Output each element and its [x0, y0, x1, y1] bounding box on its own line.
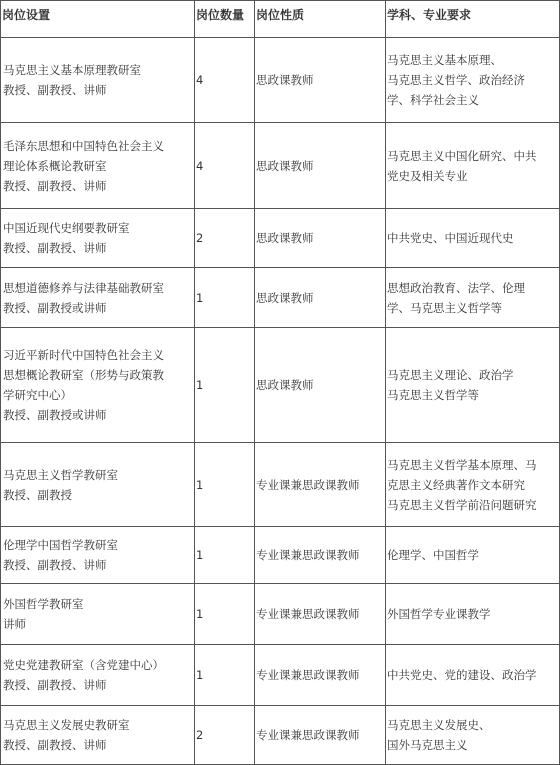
table-row — [1, 584, 560, 645]
cell-dept — [1, 706, 195, 765]
cell-dept — [1, 527, 195, 584]
cell-requirements — [386, 527, 560, 584]
cell-dept — [1, 645, 195, 706]
cell-count: 4 — [195, 123, 255, 209]
dept-line: 教授、副教授、讲师 — [3, 558, 107, 572]
requirement-line: 马克思主义基本原理、 — [387, 53, 502, 67]
table-row — [1, 209, 560, 268]
dept-line: 中国近现代史纲要教研室 — [3, 221, 130, 235]
table-header-row — [1, 1, 560, 38]
cell-nature: 专业课兼思政课教师 — [255, 527, 386, 584]
cell-nature: 专业课兼思政课教师 — [255, 706, 386, 765]
table-row — [1, 443, 560, 527]
dept-line: 马克思主义发展史教研室 — [3, 718, 130, 732]
dept-line: 教授、副教授、讲师 — [3, 83, 107, 97]
requirement-line: 克思主义经典著作文本研究 — [387, 477, 525, 492]
dept-line: 学研究中心） — [3, 388, 72, 402]
dept-line: 外国哲学教研室 — [3, 597, 84, 611]
dept-line: 教授、副教授、讲师 — [3, 678, 107, 692]
cell-requirements — [386, 328, 560, 443]
table-row — [1, 123, 560, 209]
cell-requirements — [386, 268, 560, 328]
header-count: 岗位数量 — [195, 1, 255, 38]
requirement-line: 马克思主义中国化研究、中共 — [387, 148, 537, 163]
requirement-line: 中共党史、中国近现代史 — [387, 231, 514, 245]
cell-count: 2 — [195, 209, 255, 268]
dept-line: 思想道德修养与法律基础教研室 — [3, 280, 164, 295]
dept-line: 教授、副教授 — [3, 487, 72, 502]
cell-dept — [1, 328, 195, 443]
dept-line: 教授、副教授、讲师 — [3, 738, 107, 752]
table-row — [1, 527, 560, 584]
cell-count: 1 — [195, 645, 255, 706]
cell-count: 1 — [195, 527, 255, 584]
cell-dept — [1, 209, 195, 268]
dept-line: 马克思主义基本原理教研室 — [3, 63, 141, 77]
dept-line: 思想概论教研室（形势与政策教 — [3, 368, 164, 382]
table-row — [1, 38, 560, 123]
cell-count: 1 — [195, 268, 255, 328]
requirement-line: 伦理学、中国哲学 — [387, 548, 479, 562]
cell-requirements — [386, 38, 560, 123]
dept-line: 教授、副教授或讲师 — [3, 408, 107, 422]
dept-line: 理论体系概论教研室 — [3, 158, 107, 173]
cell-dept — [1, 443, 195, 527]
requirement-line: 马克思主义哲学、政治经济 — [387, 73, 525, 87]
dept-line: 讲师 — [3, 617, 26, 631]
cell-nature: 专业课兼思政课教师 — [255, 645, 386, 706]
table-row — [1, 645, 560, 706]
cell-requirements — [386, 584, 560, 645]
requirement-line: 思想政治教育、法学、伦理 — [387, 280, 525, 295]
table-row — [1, 706, 560, 765]
cell-dept — [1, 123, 195, 209]
header-dept: 岗位设置 — [1, 1, 195, 38]
requirement-line: 马克思主义哲学前沿问题研究 — [387, 497, 537, 512]
cell-nature: 专业课兼思政课教师 — [255, 443, 386, 527]
requirement-line: 马克思主义哲学基本原理、马 — [387, 457, 537, 472]
requirement-line: 外国哲学专业课教学 — [387, 607, 491, 621]
dept-line: 教授、副教授或讲师 — [3, 300, 107, 315]
cell-count: 1 — [195, 328, 255, 443]
requirement-line: 学、科学社会主义 — [387, 93, 479, 107]
dept-line: 毛泽东思想和中国特色社会主义 — [3, 138, 164, 153]
cell-count: 1 — [195, 443, 255, 527]
header-requirements: 学科、专业要求 — [386, 1, 560, 38]
cell-requirements — [386, 123, 560, 209]
cell-nature: 思政课教师 — [255, 328, 386, 443]
header-nature: 岗位性质 — [255, 1, 386, 38]
cell-nature: 思政课教师 — [255, 123, 386, 209]
table-row — [1, 268, 560, 328]
cell-dept — [1, 584, 195, 645]
cell-nature: 专业课兼思政课教师 — [255, 584, 386, 645]
cell-nature: 思政课教师 — [255, 38, 386, 123]
dept-line: 习近平新时代中国特色社会主义 — [3, 348, 164, 362]
requirement-line: 马克思主义发展史、 — [387, 718, 491, 732]
requirement-line: 国外马克思主义 — [387, 738, 468, 752]
requirement-line: 党史及相关专业 — [387, 168, 468, 183]
dept-line: 教授、副教授、讲师 — [3, 241, 107, 255]
cell-dept — [1, 268, 195, 328]
dept-line: 教授、副教授、讲师 — [3, 178, 107, 193]
cell-nature: 思政课教师 — [255, 268, 386, 328]
dept-line: 党史党建教研室（含党建中心） — [3, 658, 164, 672]
cell-nature: 思政课教师 — [255, 209, 386, 268]
table-row — [1, 328, 560, 443]
requirement-line: 学、马克思主义哲学等 — [387, 300, 502, 315]
cell-dept — [1, 38, 195, 123]
cell-requirements — [386, 706, 560, 765]
dept-line: 马克思主义哲学教研室 — [3, 467, 118, 482]
cell-count: 1 — [195, 584, 255, 645]
cell-count: 2 — [195, 706, 255, 765]
requirement-line: 马克思主义理论、政治学 — [387, 368, 514, 382]
table-body — [1, 38, 560, 765]
requirement-line: 中共党史、党的建设、政治学 — [387, 668, 537, 682]
cell-count: 4 — [195, 38, 255, 123]
cell-requirements — [386, 209, 560, 268]
cell-requirements — [386, 443, 560, 527]
dept-line: 伦理学中国哲学教研室 — [3, 538, 118, 552]
requirement-line: 马克思主义哲学等 — [387, 388, 479, 402]
cell-requirements — [386, 645, 560, 706]
